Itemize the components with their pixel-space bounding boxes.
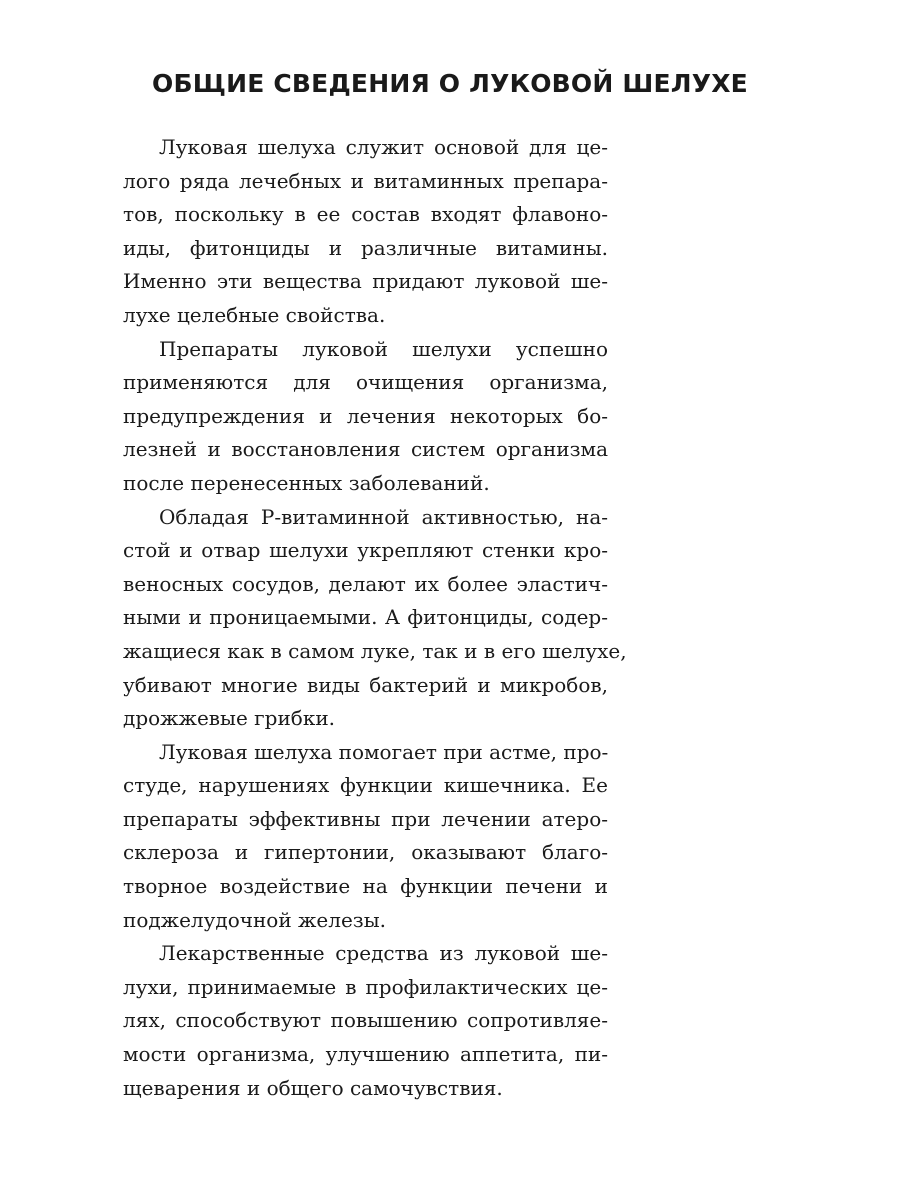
paragraph	[123, 333, 608, 501]
text-line: жащиеся как в самом луке, так и в его шелухе,	[123, 638, 627, 663]
paragraph	[123, 937, 608, 1105]
paragraph	[123, 736, 608, 938]
page-title: ОБЩИЕ СВЕДЕНИЯ О ЛУКОВОЙ ШЕЛУХЕ	[152, 69, 748, 98]
text-line: студе, нарушениях функции кишечника. Ее	[123, 773, 608, 798]
paragraph	[123, 501, 627, 736]
text-line: щеварения и общего самочувствия.	[123, 1075, 503, 1100]
text-line: лухе целебные свойства.	[123, 302, 386, 327]
text-line: дрожжевые грибки.	[123, 706, 336, 731]
text-line: ными и проницаемыми. А фитонциды, содер-	[123, 605, 608, 630]
text-line: иды, фитонциды и различные витамины.	[123, 235, 608, 260]
text-line: веносных сосудов, делают их более эластич-	[123, 571, 608, 596]
text-line: Луковая шелуха помогает при астме, про-	[159, 739, 609, 764]
text-line: убивают многие виды бактерий и микробов,	[123, 672, 608, 697]
text-line: Обладая Р-витаминной активностью, на-	[159, 504, 608, 529]
text-line: тов, поскольку в ее состав входят флавоно-	[123, 202, 608, 227]
text-line: Лекарственные средства из луковой ше-	[159, 941, 608, 966]
text-line: склероза и гипертонии, оказывают благо-	[123, 840, 608, 865]
text-line: стой и отвар шелухи укрепляют стенки кро-	[123, 538, 608, 563]
text-line: Препараты луковой шелухи успешно	[159, 336, 608, 361]
text-line: лезней и восстановления систем организма	[123, 437, 608, 462]
text-line: Луковая шелуха служит основой для це-	[159, 135, 608, 159]
text-line: лях, способствуют повышению сопротивляе-	[123, 1008, 608, 1033]
text-line: после перенесенных заболеваний.	[123, 470, 490, 495]
paragraph	[123, 131, 608, 333]
text-line: Именно эти вещества придают луковой ше-	[123, 269, 608, 294]
text-line: применяются для очищения организма,	[123, 370, 608, 395]
text-line: лого ряда лечебных и витаминных препара-	[123, 168, 608, 193]
text-line: поджелудочной железы.	[123, 907, 386, 932]
text-line: предупреждения и лечения некоторых бо-	[123, 403, 608, 428]
text-line: мости организма, улучшению аппетита, пи-	[123, 1042, 608, 1067]
text-line: творное воздействие на функции печени и	[123, 874, 608, 899]
text-line: препараты эффективны при лечении атеро-	[123, 806, 608, 831]
text-line: лухи, принимаемые в профилактических це-	[123, 974, 608, 999]
body-text	[123, 131, 627, 1105]
